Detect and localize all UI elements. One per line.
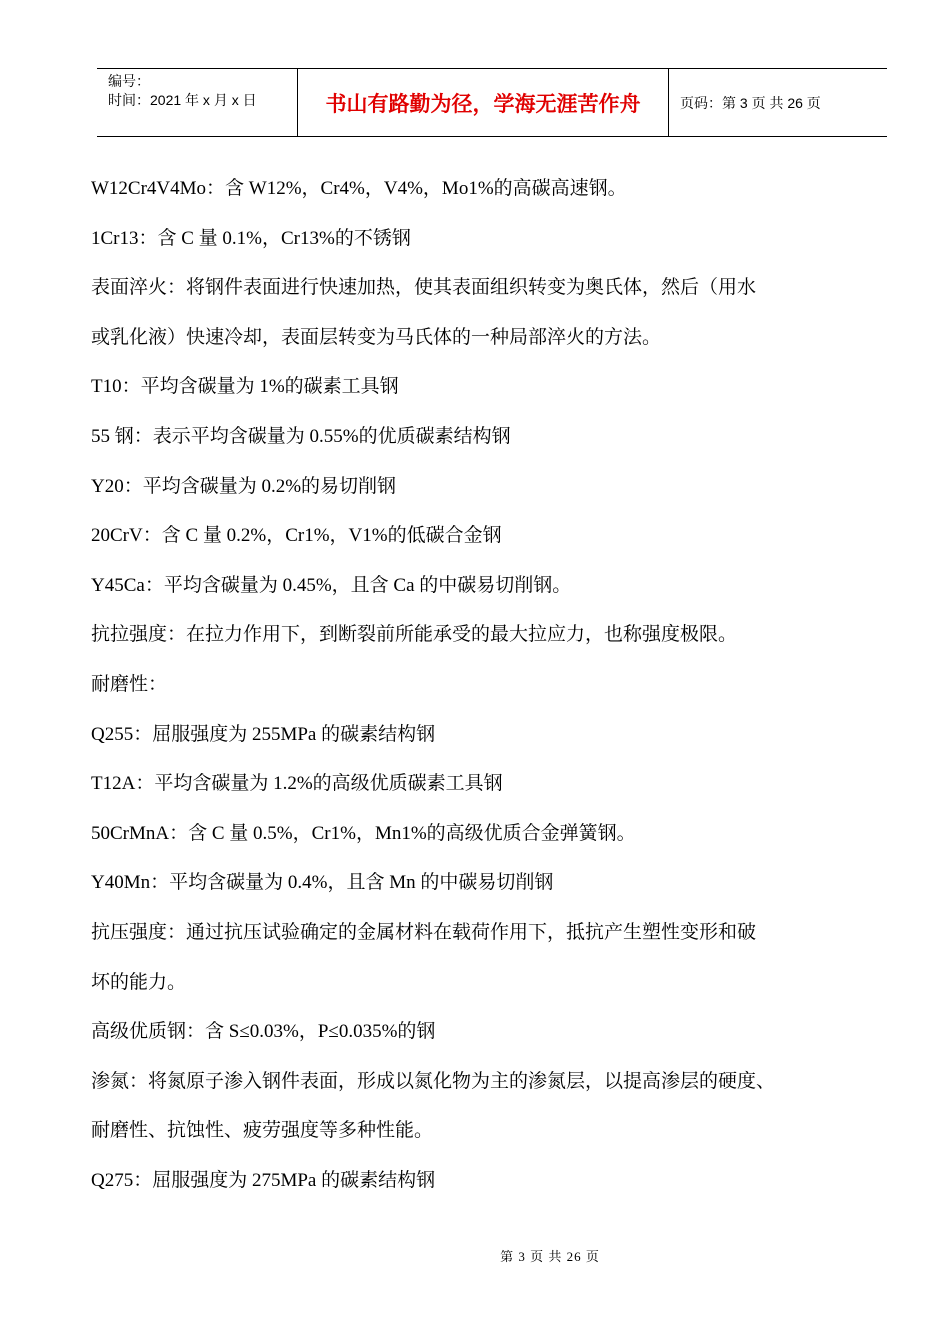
- header-page-info: 页码：第 3 页 共 26 页: [680, 94, 821, 111]
- text-line: 或乳化液）快速冷却，表面层转变为马氏体的一种局部淬火的方法。: [91, 326, 662, 348]
- text-line: 高级优质钢：含 S≤0.03%，P≤0.035%的钢: [91, 1021, 436, 1043]
- text-line: 表面淬火：将钢件表面进行快速加热，使其表面组织转变为奥氏体，然后（用水: [91, 277, 757, 299]
- header-meta: [97, 69, 298, 136]
- page-footer: [0, 1246, 950, 1265]
- footer-page-number: 第 3 页 共 26 页: [500, 1249, 600, 1264]
- page-header: [97, 68, 887, 137]
- document-body: [91, 164, 891, 1205]
- text-line: Q275：屈服强度为 275MPa 的碳素结构钢: [91, 1169, 436, 1191]
- text-line: Y40Mn：平均含碳量为 0.4%，且含 Mn 的中碳易切削钢: [91, 872, 554, 894]
- text-line: 1Cr13：含 C 量 0.1%，Cr13%的不锈钢: [91, 227, 411, 249]
- text-line: Y20：平均含碳量为 0.2%的易切削钢: [91, 475, 397, 497]
- text-line: 耐磨性、抗蚀性、疲劳强度等多种性能。: [91, 1120, 434, 1142]
- text-line: 55 钢：表示平均含碳量为 0.55%的优质碳素结构钢: [91, 425, 511, 447]
- text-line: 坏的能力。: [91, 971, 187, 993]
- text-line: Q255：屈服强度为 255MPa 的碳素结构钢: [91, 723, 436, 745]
- text-line: 20CrV：含 C 量 0.2%，Cr1%，V1%的低碳合金钢: [91, 525, 502, 547]
- text-line: T12A：平均含碳量为 1.2%的高级优质碳素工具钢: [91, 773, 503, 795]
- text-line: Y45Ca：平均含碳量为 0.45%，且含 Ca 的中碳易切削钢。: [91, 574, 572, 596]
- text-line: W12Cr4V4Mo：含 W12%，Cr4%，V4%，Mo1%的高碳高速钢。: [91, 178, 627, 199]
- number-label: 编号：: [108, 73, 150, 89]
- text-line: 抗压强度：通过抗压试验确定的金属材料在载荷作用下，抵抗产生塑性变形和破: [91, 921, 757, 943]
- text-line: 渗氮：将氮原子渗入钢件表面，形成以氮化物为主的渗氮层，以提高渗层的硬度、: [91, 1070, 776, 1092]
- header-motto: 书山有路勤为径，学海无涯苦作舟: [298, 69, 669, 136]
- text-line: 50CrMnA：含 C 量 0.5%，Cr1%，Mn1%的高级优质合金弹簧钢。: [91, 822, 636, 844]
- text-line: 抗拉强度：在拉力作用下，到断裂前所能承受的最大拉应力，也称强度极限。: [91, 624, 738, 646]
- text-line: 耐磨性：: [91, 673, 168, 695]
- text-line: T10：平均含碳量为 1%的碳素工具钢: [91, 376, 399, 398]
- date-line: 时间：2021 年 x 月 x 日: [108, 92, 257, 108]
